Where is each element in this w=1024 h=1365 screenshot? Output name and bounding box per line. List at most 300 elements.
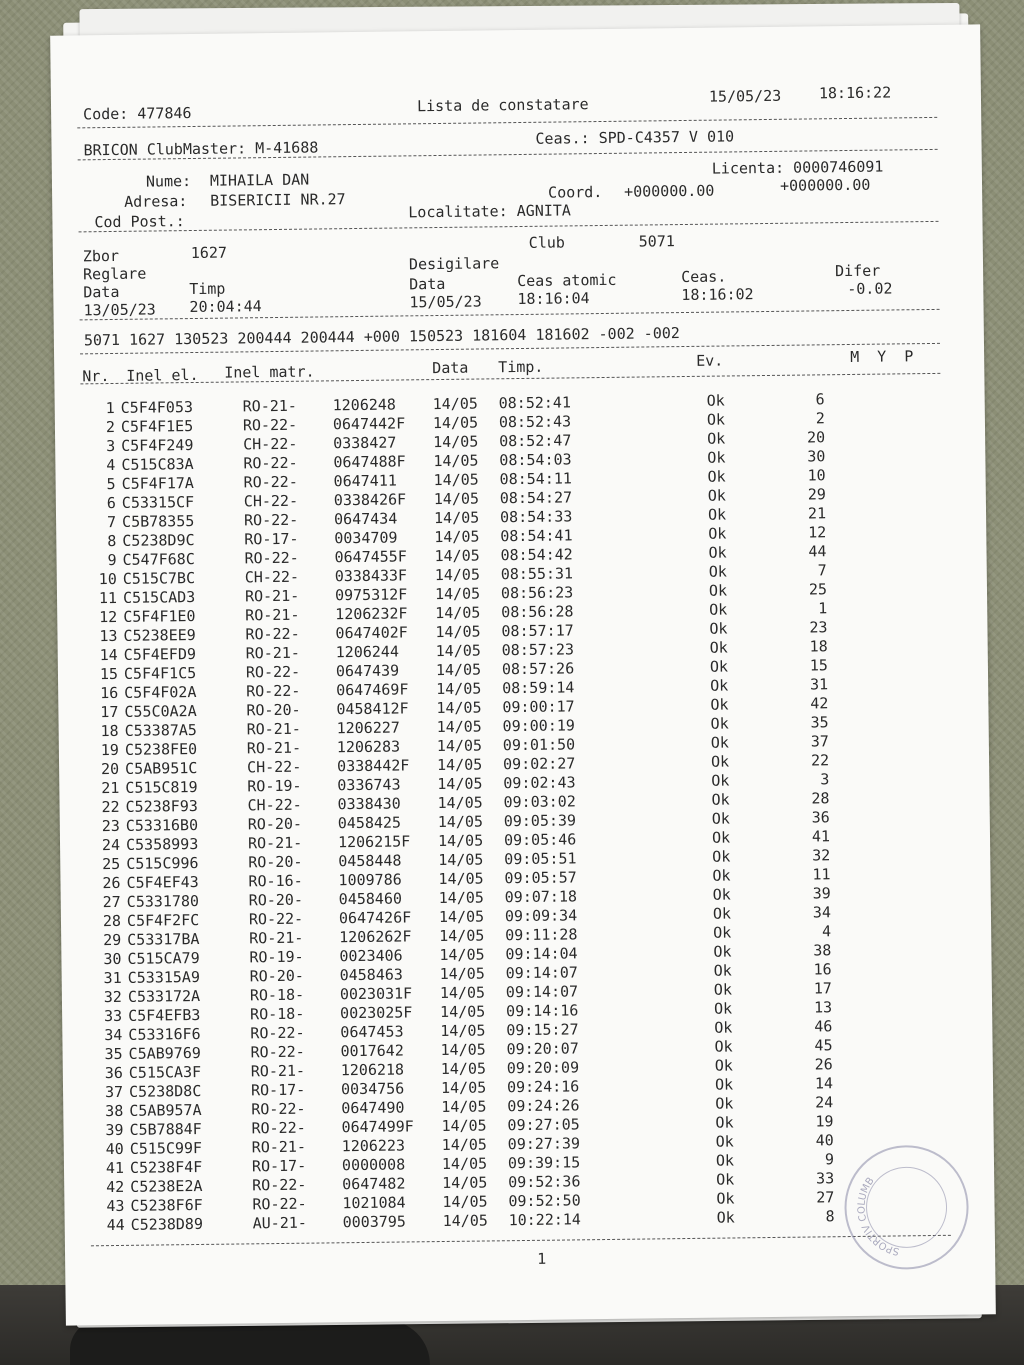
inel-prefix: RO-18-: [249, 985, 305, 1005]
inel-matr: 0647411: [333, 471, 397, 491]
inel-prefix: RO-17-: [244, 529, 299, 549]
inel-matr: 0647439: [335, 661, 400, 681]
row-event: Ok: [707, 467, 726, 486]
col-data: Data: [432, 358, 469, 378]
inel-prefix: CH-22-: [243, 491, 299, 511]
row-nr: 25: [102, 854, 121, 874]
row-date: 14/05: [434, 584, 481, 604]
reglare-time: 20:04:44: [189, 297, 262, 317]
row-position: 6: [815, 390, 825, 409]
row-event: Ok: [709, 657, 729, 676]
reglare-date: 13/05/23: [83, 300, 156, 320]
page-number: 1: [537, 1249, 547, 1268]
row-event: Ok: [710, 695, 729, 714]
inel-matr: 0017642: [340, 1041, 404, 1061]
inel-matr: 0647490: [341, 1098, 405, 1118]
row-time: 09:24:16: [506, 1077, 580, 1097]
row-position: 12: [808, 523, 827, 542]
row-date: 14/05: [433, 508, 480, 528]
inel-matr: 0338430: [337, 794, 401, 814]
inel-el: C5238F93: [125, 796, 198, 816]
inel-prefix: RO-21-: [245, 605, 300, 625]
row-nr: 13: [99, 626, 118, 646]
divider: [91, 1235, 951, 1247]
row-event: Ok: [710, 752, 730, 771]
inel-prefix: RO-22-: [251, 1118, 306, 1138]
row-time: 09:14:07: [505, 963, 578, 983]
ceas-atomic-label: Ceas atomic: [517, 270, 617, 291]
row-position: 45: [814, 1036, 833, 1055]
row-event: Ok: [708, 562, 727, 581]
row-date: 14/05: [441, 1116, 487, 1136]
inel-prefix: RO-19-: [247, 776, 302, 796]
row-nr: 12: [99, 607, 118, 627]
row-position: 34: [812, 903, 832, 922]
inel-matr: 1206218: [340, 1060, 405, 1080]
inel-prefix: RO-21-: [247, 833, 303, 853]
row-event: Ok: [709, 638, 728, 657]
row-nr: 16: [100, 683, 119, 703]
row-time: 09:52:50: [508, 1191, 581, 1211]
row-date: 14/05: [435, 660, 482, 680]
inel-matr: 1021084: [342, 1193, 406, 1213]
inel-prefix: RO-17-: [250, 1080, 306, 1100]
inel-matr: 0034709: [334, 528, 398, 548]
coord-1: +000000.00: [623, 181, 715, 201]
row-nr: 5: [106, 474, 116, 494]
row-position: 29: [807, 485, 826, 504]
row-date: 14/05: [440, 1078, 487, 1098]
row-nr: 21: [101, 778, 120, 798]
row-nr: 18: [100, 721, 119, 741]
row-position: 35: [810, 713, 829, 732]
row-position: 40: [815, 1131, 834, 1150]
ceas-atomic-value: 18:16:04: [517, 289, 590, 309]
inel-matr: 1206262F: [339, 927, 412, 947]
row-date: 14/05: [439, 964, 485, 984]
inel-el: C53316B0: [125, 815, 199, 835]
row-position: 44: [808, 542, 827, 561]
inel-prefix: RO-20-: [247, 814, 303, 834]
row-event: Ok: [711, 771, 730, 790]
row-nr: 38: [105, 1101, 124, 1121]
difer-value: -0.02: [847, 279, 893, 299]
row-date: 14/05: [435, 603, 481, 623]
row-nr: 24: [101, 835, 121, 855]
row-event: Ok: [712, 847, 731, 866]
row-date: 14/05: [440, 1002, 486, 1022]
row-position: 16: [813, 960, 832, 979]
row-nr: 34: [104, 1025, 123, 1045]
row-event: Ok: [707, 448, 726, 467]
inel-el: C5331780: [126, 891, 200, 911]
row-nr: 14: [99, 645, 118, 665]
row-nr: 22: [101, 797, 120, 817]
row-date: 14/05: [436, 679, 482, 699]
row-time: 08:55:31: [500, 564, 574, 584]
row-time: 09:52:36: [508, 1172, 581, 1192]
row-date: 14/05: [441, 1154, 488, 1174]
club-stamp: [844, 1145, 970, 1271]
inel-el: C5238EE9: [123, 625, 196, 645]
inel-prefix: RO-21-: [246, 738, 302, 758]
inel-el: C5F4F1C5: [123, 663, 197, 683]
row-position: 21: [807, 504, 827, 523]
row-time: 09:11:28: [505, 925, 578, 945]
col-timp: Timp.: [498, 357, 544, 377]
row-date: 14/05: [436, 698, 482, 718]
row-event: Ok: [709, 600, 728, 619]
row-event: Ok: [708, 581, 728, 600]
inel-el: C5238FE0: [124, 739, 198, 759]
row-nr: 37: [104, 1082, 124, 1102]
row-time: 09:20:09: [506, 1058, 580, 1078]
row-event: Ok: [711, 809, 730, 828]
row-position: 8: [825, 1207, 835, 1226]
row-date: 14/05: [434, 527, 480, 547]
row-time: 08:54:11: [499, 469, 572, 489]
inel-el: C53317BA: [127, 929, 200, 949]
row-event: Ok: [716, 1189, 735, 1208]
row-date: 14/05: [442, 1173, 488, 1193]
row-time: 08:57:17: [501, 621, 574, 641]
row-date: 14/05: [438, 888, 484, 908]
row-time: 09:05:39: [503, 811, 577, 831]
coord-2: +000000.00: [779, 175, 871, 195]
row-time: 08:54:33: [499, 507, 573, 527]
row-date: 14/05: [439, 983, 486, 1003]
row-date: 14/05: [435, 641, 481, 661]
desigilare-data-label: Data: [409, 274, 446, 294]
row-time: 09:05:57: [504, 868, 577, 888]
row-event: Ok: [706, 391, 725, 410]
inel-prefix: RO-22-: [250, 1042, 305, 1062]
row-position: 39: [812, 884, 831, 903]
inel-el: C53315A9: [127, 967, 201, 987]
row-date: 14/05: [437, 774, 483, 794]
inel-el: C5238D89: [130, 1214, 204, 1234]
inel-el: C5238E2A: [130, 1176, 203, 1196]
row-nr: 43: [106, 1196, 125, 1216]
inel-el: C5238F6F: [130, 1195, 203, 1215]
inel-el: C5F4F053: [120, 398, 194, 417]
inel-matr: 0338442F: [336, 756, 410, 776]
inel-matr: 1206227: [336, 718, 400, 738]
inel-el: C515CA3F: [128, 1062, 202, 1082]
coord-label: Coord.: [547, 182, 603, 202]
row-nr: 40: [105, 1139, 124, 1159]
row-nr: 27: [102, 892, 121, 912]
inel-matr: 0023406: [339, 946, 403, 966]
row-position: 25: [808, 580, 828, 599]
inel-prefix: CH-22-: [246, 757, 302, 777]
inel-prefix: RO-20-: [249, 966, 304, 986]
row-time: 08:56:28: [501, 602, 574, 622]
inel-prefix: RO-22-: [252, 1194, 307, 1214]
stamp-text: SPORTIV COLUMB: [856, 1175, 901, 1257]
row-position: 31: [809, 675, 829, 694]
inel-matr: 0338433F: [334, 566, 408, 586]
owner-address: BISERICII NR.27: [210, 190, 346, 210]
row-time: 09:27:39: [507, 1134, 581, 1154]
row-position: 30: [807, 447, 826, 466]
row-position: 2: [815, 409, 825, 428]
row-nr: 41: [105, 1158, 125, 1178]
inel-el: C5F4F1E5: [120, 417, 194, 436]
inel-matr: 0338427: [333, 433, 397, 453]
club-value: 5071: [638, 232, 675, 251]
inel-el: C5B7884F: [129, 1119, 202, 1139]
inel-prefix: RO-21-: [251, 1137, 307, 1157]
inel-el: C515C99F: [129, 1138, 203, 1158]
row-event: Ok: [710, 676, 729, 695]
inel-matr: 0647402F: [335, 623, 408, 643]
inel-matr: 0458448: [338, 851, 402, 871]
inel-prefix: RO-22-: [242, 415, 298, 435]
row-event: Ok: [713, 980, 733, 999]
inel-matr: 1009786: [338, 870, 402, 890]
inel-el: C5AB957A: [129, 1100, 202, 1120]
row-nr: 10: [98, 569, 117, 589]
row-time: 09:27:05: [507, 1115, 580, 1135]
row-position: 19: [815, 1112, 834, 1131]
row-position: 23: [809, 618, 828, 637]
row-position: 32: [812, 846, 831, 865]
row-position: 46: [814, 1017, 833, 1036]
row-event: Ok: [713, 961, 732, 980]
inel-matr: 1206215F: [337, 832, 411, 852]
inel-prefix: RO-22-: [248, 909, 304, 929]
row-event: Ok: [712, 885, 731, 904]
row-date: 14/05: [433, 489, 480, 509]
row-time: 09:39:15: [507, 1153, 581, 1173]
nume-label: Nume:: [145, 172, 192, 191]
row-event: Ok: [713, 942, 732, 961]
row-date: 14/05: [438, 850, 484, 870]
row-time: 08:52:43: [498, 412, 572, 432]
row-date: 14/05: [439, 926, 485, 946]
inel-el: C5AB9769: [128, 1043, 201, 1063]
inel-prefix: CH-22-: [244, 567, 300, 587]
row-nr: 42: [106, 1177, 125, 1197]
row-nr: 6: [106, 493, 116, 513]
licenta: Licenta: 0000746091: [711, 157, 884, 178]
inel-prefix: CH-22-: [247, 795, 302, 815]
row-date: 14/05: [440, 1040, 486, 1060]
row-event: Ok: [710, 733, 730, 752]
row-date: 14/05: [432, 413, 479, 433]
row-date: 14/05: [433, 432, 479, 452]
row-date: 14/05: [437, 793, 483, 813]
row-date: 14/05: [440, 1059, 487, 1079]
row-time: 09:01:50: [502, 735, 576, 755]
col-inel-el: Inel el.: [126, 365, 199, 385]
inel-matr: 1206232F: [335, 604, 408, 624]
row-nr: 7: [106, 512, 117, 532]
row-time: 08:52:41: [498, 393, 572, 413]
inel-matr: 0647488F: [333, 452, 406, 472]
inel-el: C53387A5: [124, 720, 198, 740]
row-time: 09:07:18: [504, 887, 578, 907]
inel-prefix: RO-21-: [245, 643, 301, 663]
row-time: 09:02:27: [502, 754, 576, 774]
inel-el: C515CAD3: [122, 587, 196, 607]
divider: [79, 221, 939, 233]
inel-matr: 0458412F: [336, 699, 409, 719]
row-nr: 1: [105, 398, 115, 418]
row-date: 14/05: [433, 451, 479, 471]
header-time: 18:16:22: [818, 83, 892, 103]
inel-el: C5F4F17A: [121, 474, 194, 493]
row-event: Ok: [707, 486, 726, 505]
zbor-label: Zbor: [82, 246, 120, 266]
col-inel-matr: Inel matr.: [224, 362, 315, 382]
row-event: Ok: [708, 543, 727, 562]
adresa-label: Adresa:: [124, 192, 188, 211]
row-position: 11: [812, 865, 831, 884]
row-nr: 31: [103, 968, 122, 988]
inel-el: C5AB951C: [125, 758, 198, 778]
row-event: Ok: [711, 790, 730, 809]
row-date: 14/05: [442, 1211, 488, 1231]
inel-matr: 0647455F: [334, 547, 407, 567]
row-position: 7: [817, 561, 827, 580]
inel-prefix: RO-22-: [245, 624, 300, 644]
row-date: 14/05: [436, 717, 482, 737]
col-ev: Ev.: [696, 351, 724, 370]
row-nr: 29: [103, 930, 122, 950]
row-event: Ok: [708, 524, 727, 543]
codpost-label: Cod Post.:: [94, 212, 185, 232]
row-position: 4: [822, 922, 832, 941]
row-nr: 30: [103, 949, 122, 969]
inel-prefix: RO-20-: [248, 890, 304, 910]
row-event: Ok: [709, 619, 728, 638]
clubmaster: BRICON ClubMaster: M-41688: [83, 138, 319, 160]
row-time: 09:05:46: [503, 830, 577, 850]
row-date: 14/05: [442, 1192, 488, 1212]
row-nr: 8: [107, 531, 117, 551]
row-event: Ok: [716, 1208, 735, 1227]
row-event: Ok: [707, 505, 727, 524]
row-event: Ok: [714, 1075, 734, 1094]
row-position: 42: [810, 694, 829, 713]
inel-prefix: RO-21-: [244, 586, 300, 606]
row-time: 08:57:26: [501, 659, 575, 679]
document-page: [50, 24, 996, 1325]
inel-matr: 1206283: [336, 737, 401, 757]
row-nr: 36: [104, 1063, 123, 1083]
row-nr: 20: [100, 759, 120, 779]
row-nr: 11: [98, 588, 118, 608]
inel-matr: 0458425: [337, 813, 402, 833]
row-position: 28: [811, 789, 830, 808]
col-myp: M Y P: [850, 347, 914, 366]
inel-matr: 0647469F: [336, 680, 409, 700]
row-nr: 44: [106, 1215, 125, 1235]
row-date: 14/05: [435, 622, 481, 642]
row-date: 14/05: [439, 945, 485, 965]
row-nr: 39: [105, 1120, 124, 1140]
inel-el: C5F4F249: [121, 436, 194, 455]
inel-matr: 0647482: [342, 1174, 406, 1194]
row-event: Ok: [715, 1151, 735, 1170]
row-nr: 35: [104, 1044, 123, 1064]
row-position: 18: [809, 637, 828, 656]
row-nr: 26: [102, 873, 121, 893]
inel-prefix: RO-22-: [251, 1099, 306, 1119]
inel-matr: 0647453: [340, 1022, 404, 1042]
row-time: 09:00:17: [502, 697, 575, 717]
inel-prefix: RO-22-: [243, 472, 298, 492]
inel-prefix: RO-21-: [249, 928, 304, 948]
row-date: 14/05: [432, 394, 478, 414]
inel-el: C5F4F02A: [124, 682, 197, 702]
inel-matr: 0647442F: [332, 414, 406, 434]
inel-prefix: RO-21-: [246, 719, 301, 739]
row-date: 14/05: [438, 907, 485, 927]
row-date: 14/05: [437, 812, 484, 832]
inel-el: C515C7BC: [122, 569, 196, 588]
header-date: 15/05/23: [708, 86, 782, 106]
reglare-label: Reglare: [82, 264, 147, 284]
row-nr: 3: [106, 436, 116, 456]
row-event: Ok: [712, 904, 732, 923]
inel-el: C55C0A2A: [124, 701, 197, 721]
row-event: Ok: [714, 1018, 733, 1037]
desigilare-date: 15/05/23: [409, 292, 482, 312]
row-event: Ok: [711, 828, 731, 847]
row-date: 14/05: [437, 831, 484, 851]
row-nr: 2: [105, 417, 116, 437]
row-time: 09:20:07: [506, 1039, 579, 1059]
inel-matr: 0458463: [339, 965, 403, 985]
row-event: Ok: [716, 1170, 735, 1189]
inel-prefix: RO-16-: [248, 871, 303, 891]
row-time: 09:14:04: [505, 944, 578, 964]
row-position: 20: [806, 428, 826, 447]
row-time: 08:59:14: [502, 678, 575, 698]
inel-prefix: RO-18-: [250, 1004, 305, 1024]
row-nr: 17: [100, 702, 119, 722]
row-event: Ok: [715, 1113, 734, 1132]
inel-prefix: RO-22-: [245, 662, 301, 682]
inel-el: C5238F4F: [129, 1157, 203, 1177]
row-event: Ok: [713, 999, 733, 1018]
inel-prefix: RO-22-: [243, 453, 298, 473]
inel-prefix: RO-22-: [250, 1023, 305, 1043]
row-position: 10: [807, 466, 826, 485]
inel-el: C533172A: [127, 986, 201, 1006]
inel-matr: 0458460: [338, 889, 403, 909]
row-event: Ok: [715, 1094, 734, 1113]
inel-el: C515C83A: [121, 455, 194, 474]
svg-text:SPORTIV COLUMB: [849, 1174, 911, 1256]
row-time: 09:00:19: [502, 716, 575, 736]
row-time: 09:05:51: [504, 849, 577, 869]
inel-el: C5358993: [125, 834, 199, 854]
row-event: Ok: [710, 714, 729, 733]
inel-prefix: AU-21-: [252, 1213, 307, 1233]
inel-prefix: RO-19-: [249, 947, 304, 967]
inel-matr: 0647434: [333, 509, 398, 529]
row-nr: 33: [103, 1006, 123, 1026]
code-label: Code: 477846: [83, 104, 192, 124]
row-nr: 28: [102, 911, 122, 931]
row-date: 14/05: [440, 1021, 486, 1041]
row-position: 27: [816, 1188, 835, 1207]
row-date: 14/05: [441, 1097, 487, 1117]
